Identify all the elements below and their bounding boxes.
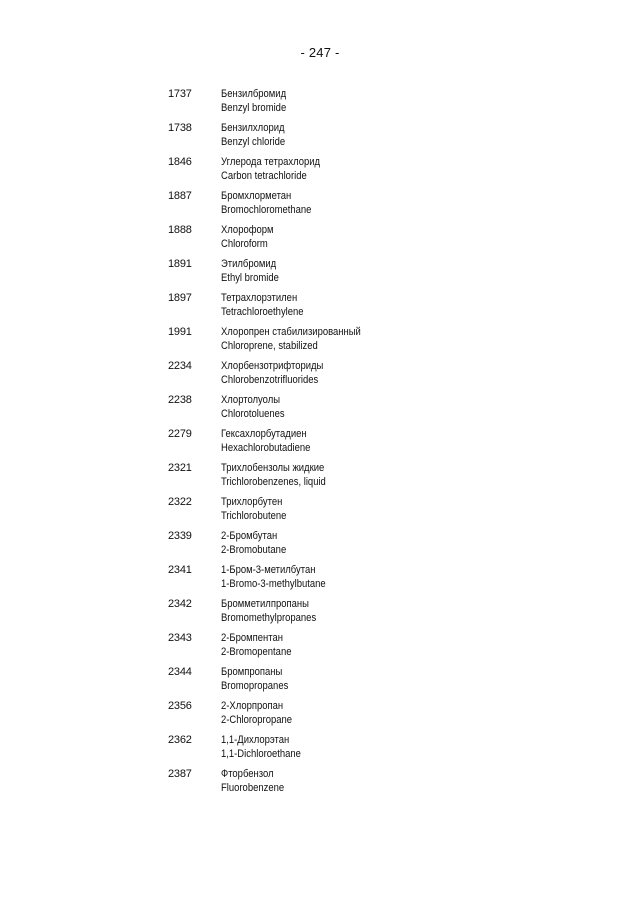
substance-names: [221, 530, 286, 564]
list-item: [168, 598, 588, 632]
list-item: [168, 632, 588, 666]
un-number: 2322: [168, 496, 192, 508]
list-item: [168, 768, 588, 802]
substance-names: [221, 632, 291, 666]
list-item: [168, 734, 588, 768]
russian-name: Этилбромид: [221, 258, 277, 270]
list-item: [168, 224, 588, 258]
russian-name: Фторбензол: [221, 768, 274, 780]
english-name: Chlorotoluenes: [221, 407, 285, 420]
russian-name: Трихлобензолы жидкие: [221, 462, 325, 474]
list-item: [168, 394, 588, 428]
list-item: [168, 530, 588, 564]
russian-name: Бромхлорметан: [221, 190, 292, 202]
substance-names: [221, 88, 286, 122]
russian-name: Хлоропрен стабилизированный: [221, 326, 361, 338]
un-number: 1738: [168, 122, 192, 134]
english-name: Ethyl bromide: [221, 271, 279, 284]
english-name: Benzyl bromide: [221, 101, 287, 114]
page-number: - 247 -: [300, 45, 340, 60]
english-name: 2-Bromopentane: [221, 645, 292, 658]
english-name: Fluorobenzene: [221, 781, 285, 794]
english-name: Benzyl chloride: [221, 135, 286, 148]
english-name: Hexachlorobutadiene: [221, 441, 311, 454]
substance-names: [221, 768, 284, 802]
substance-names: [221, 564, 326, 598]
english-name: Chlorobenzotrifluorides: [221, 373, 319, 386]
english-name: 2-Bromobutane: [221, 543, 287, 556]
list-item: [168, 564, 588, 598]
english-name: Trichlorobutene: [221, 509, 287, 522]
substance-names: [221, 734, 301, 768]
russian-name: Бензилхлорид: [221, 122, 285, 134]
russian-name: Трихлорбутен: [221, 496, 283, 508]
english-name: Bromomethylpropanes: [221, 611, 317, 624]
substance-names: [221, 598, 316, 632]
un-number: 2321: [168, 462, 192, 474]
un-number: 2387: [168, 768, 192, 780]
substance-names: [221, 122, 285, 156]
russian-name: Гексахлорбутадиен: [221, 428, 307, 440]
un-number: 2279: [168, 428, 192, 440]
substance-names: [221, 394, 285, 428]
un-number: 1887: [168, 190, 192, 202]
list-item: [168, 428, 588, 462]
substance-names: [221, 190, 311, 224]
un-number: 2341: [168, 564, 192, 576]
un-number: 1891: [168, 258, 192, 270]
russian-name: Бромметилпропаны: [221, 598, 309, 610]
substance-names: [221, 666, 288, 700]
un-number: 2234: [168, 360, 192, 372]
un-number: 1897: [168, 292, 192, 304]
english-name: 2-Chloropropane: [221, 713, 293, 726]
substance-names: [221, 700, 292, 734]
un-number: 1991: [168, 326, 192, 338]
list-item: [168, 258, 588, 292]
russian-name: Хлороформ: [221, 224, 274, 236]
un-number: 2362: [168, 734, 192, 746]
un-number: 2342: [168, 598, 192, 610]
russian-name: 2-Хлорпропан: [221, 700, 284, 712]
english-name: Bromopropanes: [221, 679, 289, 692]
substance-names: [221, 428, 310, 462]
list-item: [168, 88, 588, 122]
russian-name: 1,1-Дихлорэтан: [221, 734, 290, 746]
un-number: 2356: [168, 700, 192, 712]
english-name: Carbon tetrachloride: [221, 169, 307, 182]
russian-name: 1-Бром-3-метилбутан: [221, 564, 316, 576]
russian-name: Хлортолуолы: [221, 394, 281, 406]
russian-name: Бромпропаны: [221, 666, 283, 678]
list-item: [168, 666, 588, 700]
un-number: 1846: [168, 156, 192, 168]
list-item: [168, 156, 588, 190]
english-name: 1,1-Dichloroethane: [221, 747, 301, 760]
russian-name: Углерода тетрахлорид: [221, 156, 321, 168]
substance-names: [221, 292, 304, 326]
english-name: Trichlorobenzenes, liquid: [221, 475, 326, 488]
substance-names: [221, 258, 279, 292]
english-name: 1-Bromo-3-methylbutane: [221, 577, 326, 590]
un-number: 1737: [168, 88, 192, 100]
list-item: [168, 190, 588, 224]
un-number: 2344: [168, 666, 192, 678]
russian-name: Тетрахлорэтилен: [221, 292, 298, 304]
russian-name: 2-Бромпентан: [221, 632, 283, 644]
substance-list: [168, 88, 588, 802]
substance-names: [221, 462, 326, 496]
substance-names: [221, 496, 286, 530]
un-number: 2238: [168, 394, 192, 406]
list-item: [168, 326, 588, 360]
english-name: Tetrachloroethylene: [221, 305, 304, 318]
english-name: Chloroprene, stabilized: [221, 339, 318, 352]
russian-name: 2-Бромбутан: [221, 530, 278, 542]
list-item: [168, 462, 588, 496]
substance-names: [221, 326, 361, 360]
substance-names: [221, 224, 274, 258]
russian-name: Хлорбензотрифториды: [221, 360, 324, 372]
list-item: [168, 360, 588, 394]
english-name: Bromochloromethane: [221, 203, 312, 216]
english-name: Chloroform: [221, 237, 268, 250]
substance-names: [221, 360, 323, 394]
russian-name: Бензилбромид: [221, 88, 287, 100]
list-item: [168, 700, 588, 734]
substance-names: [221, 156, 320, 190]
un-number: 2343: [168, 632, 192, 644]
un-number: 2339: [168, 530, 192, 542]
list-item: [168, 292, 588, 326]
list-item: [168, 496, 588, 530]
un-number: 1888: [168, 224, 192, 236]
list-item: [168, 122, 588, 156]
